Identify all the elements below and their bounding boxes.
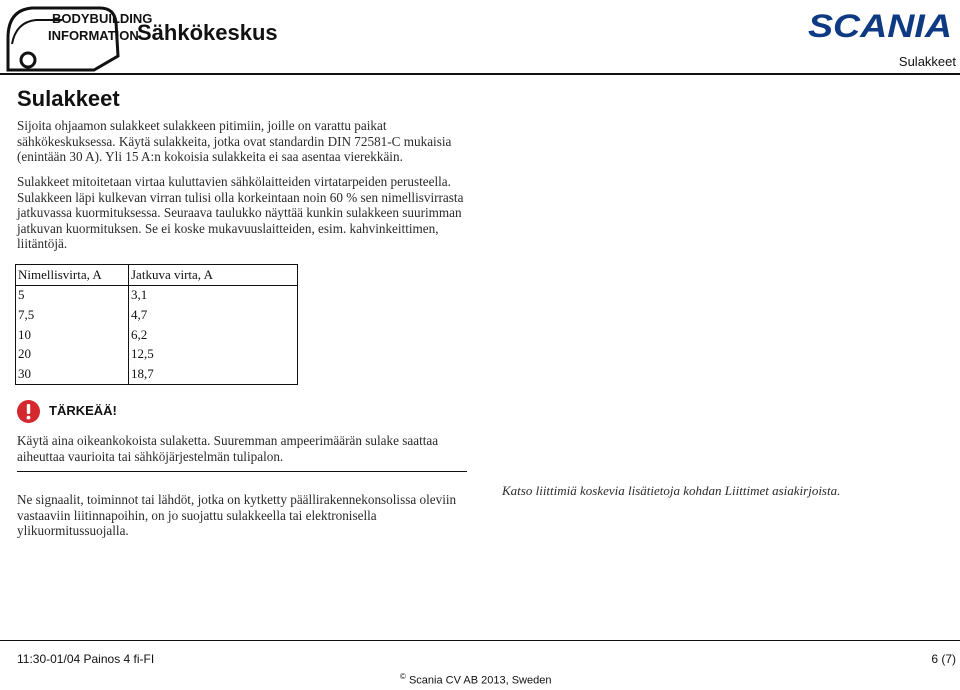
connector-reference-note: Katso liittimiä koskevia lisätietoja kohdan Liittimet asiakirjoista. (502, 483, 841, 498)
warning-label: TÄRKEÄÄ! (49, 403, 117, 418)
logo-text-line-2: INFORMATION (48, 28, 139, 43)
warning-text: Käytä aina oikeankokoista sulaketta. Suuremman ampeerimäärän sulake saattaa aiheuttaa vaurioita tai sähköjärjestelmän tulipalon. (17, 433, 439, 464)
footer-divider (0, 640, 960, 641)
page-heading: Sulakkeet (17, 86, 120, 111)
section-divider (17, 471, 467, 472)
header-divider (0, 73, 960, 75)
table-row (16, 325, 297, 345)
paragraph-fuse-sizing: Sulakkeet mitoitetaan virtaa kuluttavien sähkölaitteiden virtatarpeiden perusteella. Sulakkeen läpi kulkevan virran tulisi olla korkeintaan noin 60 % sen nimellisvirrasta jatkuvassa kuormituksessa. Seuraava taulukko näyttää kunkin sulakkeen suurimman jatkuvan kuormituksen. Se ei koske mukavuuslaitteiden, esim. kahvinkeittimen, liitäntöjä. (17, 174, 464, 251)
logo-text-line-1: BODYBUILDING (52, 11, 153, 26)
bodybuilding-information-logo (2, 0, 153, 72)
copyright-text: Scania CV AB 2013, Sweden (408, 674, 552, 687)
scania-brand-logo (806, 8, 954, 42)
column-header-continuous-current: Jatkuva virta, A (129, 265, 298, 285)
fuse-rating-table (16, 265, 297, 384)
table-cell: 3,1 (131, 287, 148, 303)
paragraph-protected-terminals: Ne signaalit, toiminnot tai lähdöt, jotka on kytketty päällirakennekonsolissa oleviin vastaaviin liitinnapoihin, on jo suojattu sulakkeella tai elektronisella ylikuormitussuojalla. (17, 492, 457, 538)
table-cell: 10 (16, 325, 129, 345)
section-label: Sulakkeet (898, 54, 956, 69)
exclamation-icon (17, 400, 40, 423)
copyright-symbol: © (400, 672, 406, 681)
table-header-row (16, 265, 297, 285)
document-title: Sähkökeskus (137, 20, 278, 45)
document-id: 11:30-01/04 Painos 4 fi-FI (17, 652, 155, 666)
table-row (16, 344, 297, 364)
column-header-rated-current: Nimellisvirta, A (16, 265, 129, 285)
table-cell: 4,7 (131, 306, 148, 322)
page-number: 6 (7) (931, 652, 956, 666)
table-row (16, 364, 297, 384)
table-cell: 12,5 (131, 346, 154, 362)
paragraph-fuse-placement: Sijoita ohjaamon sulakkeet sulakkeen pitimiin, joille on varattu paikat sähkökeskuksessa. Käytä sulakkeita, jotka ovat standardin DIN 72581-C mukaisia (enintään 30 A). Yli 15 A:n kokoisia sulakkeita ei saa asentaa vierekkäin. (17, 118, 452, 164)
table-cell: 30 (16, 364, 129, 384)
table-row (16, 285, 297, 305)
table-row (16, 305, 297, 325)
table-cell: 20 (16, 344, 129, 364)
table-cell: 7,5 (16, 305, 129, 325)
table-cell: 5 (16, 285, 129, 305)
table-cell: 18,7 (131, 365, 154, 381)
brand-wordmark: SCANIA (808, 8, 952, 44)
copyright-notice (400, 672, 551, 687)
table-cell: 6,2 (131, 326, 148, 342)
